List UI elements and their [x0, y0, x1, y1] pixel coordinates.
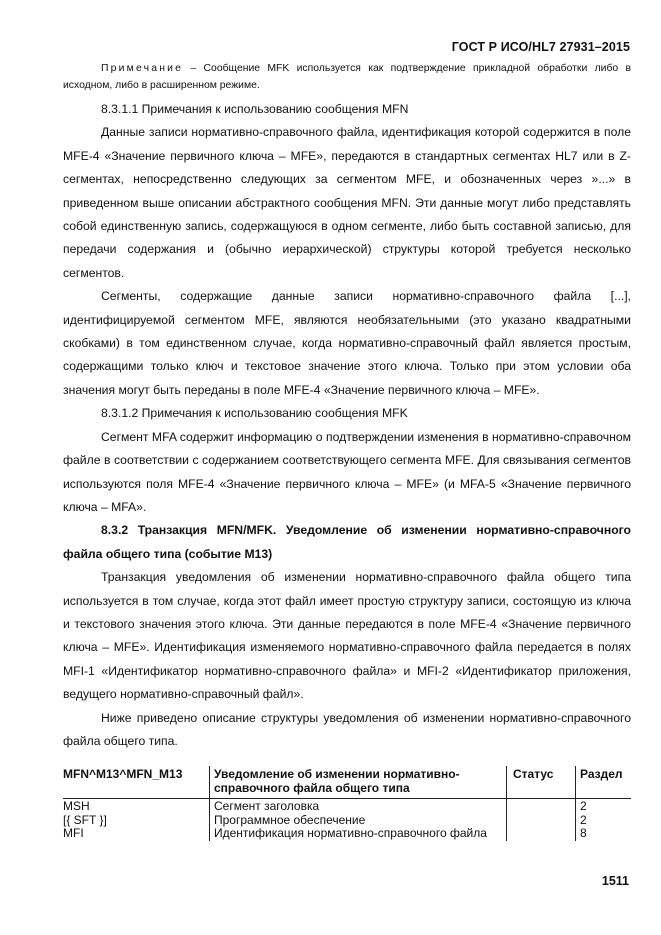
segment-cell: [{ SFT }] [63, 814, 210, 828]
message-structure-table [63, 766, 631, 841]
status-cell [507, 814, 576, 828]
description-cell: Сегмент заголовка [210, 799, 507, 814]
paragraph: Ниже приведено описание структуры уведомления об изменении нормативно-справочного файла общего типа. [63, 710, 631, 748]
header-message-type: MFN^M13^MFN_M13 [63, 766, 210, 799]
segment-cell: MFI [63, 827, 210, 841]
header-status: Статус [507, 766, 576, 799]
note-text: – Сообщение MFK используется как подтверждение прикладной обработки либо в исходном, либо в расширенном режиме. [63, 63, 631, 91]
table-row [63, 799, 631, 814]
status-cell [507, 827, 576, 841]
segment-cell: MSH [63, 799, 210, 814]
table-header-row [63, 766, 631, 799]
section-cell: 8 [580, 826, 587, 840]
paragraph: Сегмент MFA содержит информацию о подтверждении изменения в нормативно-справочном файле в соответствии с содержанием соответствующего сегмента MFE. Для связывания сегментов используются поля MFE-4 «Значение первичного ключа – MFE» (и MFA-5 «Значение первичного ключа – MFA». [63, 429, 631, 514]
description-cell: Программное обеспечение [210, 814, 507, 828]
paragraph: Сегменты, содержащие данные записи нормативно-справочного файла [...], идентифицируемой сегментом MFE, являются необязательными (это указано квадратными скобками) в том единственном случае, когда нормативно-справочный файл является простым, содержащими только ключ и текстовое значение этого ключа. Только при этом условии оба значения могут быть переданы в поле MFE-4 «Значение первичного ключа – MFE». [63, 289, 631, 397]
note-paragraph [63, 60, 631, 94]
standard-header: ГОСТ Р ИСО/HL7 27931–2015 [451, 40, 630, 54]
table-row [63, 814, 631, 828]
subsection-heading-8-3-1-1: 8.3.1.1 Примечания к использованию сообщения MFN [101, 102, 409, 116]
document-body [63, 60, 631, 753]
status-cell [507, 799, 576, 814]
subsection-heading-8-3-1-2: 8.3.1.2 Примечания к использованию сообщения MFK [101, 406, 408, 421]
description-cell: Идентификация нормативно-справочного файла [210, 827, 507, 841]
header-section: Раздел [576, 766, 632, 799]
note-label: Примечание [101, 63, 184, 74]
page-number: 1511 [601, 874, 629, 888]
section-heading-8-3-2: 8.3.2 Транзакция MFN/MFK. Уведомление об изменении нормативно-справочного файла общего типа (событие M13) [63, 523, 631, 561]
paragraph: Данные записи нормативно-справочного файла, идентификация которой содержится в поле MFE-4 «Значение первичного ключа – MFE», передаются в стандартных сегментах HL7 или в Z-сегментах, непосредственно следующих за сегментом MFE, и обозначенных через »...» в приведенном выше описании абстрактного сообщения MFN. Эти данные могут либо представлять собой единственную запись, содержащуюся в одном сегменте, либо быть составной записью, для передачи содержания и (обычно иерархической) структуры которой требуется несколько сегментов. [63, 125, 631, 280]
section-cell: 2 [580, 812, 587, 827]
paragraph: Транзакция уведомления об изменении нормативно-справочного файла общего типа используется в том случае, когда этот файл имеет простую структуру записи, состоящую из ключа и текстового значения этого ключа. Эти данные передаются в поле MFE-4 «Значение первичного ключа – MFE». Идентификация изменяемого нормативно-справочного файла передается в полях MFI-1 «Идентификатор нормативно-справочного файла» и MFI-2 «Идентификатор приложения, ведущего нормативно-справочный файл». [63, 570, 631, 702]
section-cell: 2 [580, 799, 587, 813]
header-description: Уведомление об изменении нормативно-справочного файла общего типа [210, 766, 507, 799]
table-row [63, 827, 631, 841]
